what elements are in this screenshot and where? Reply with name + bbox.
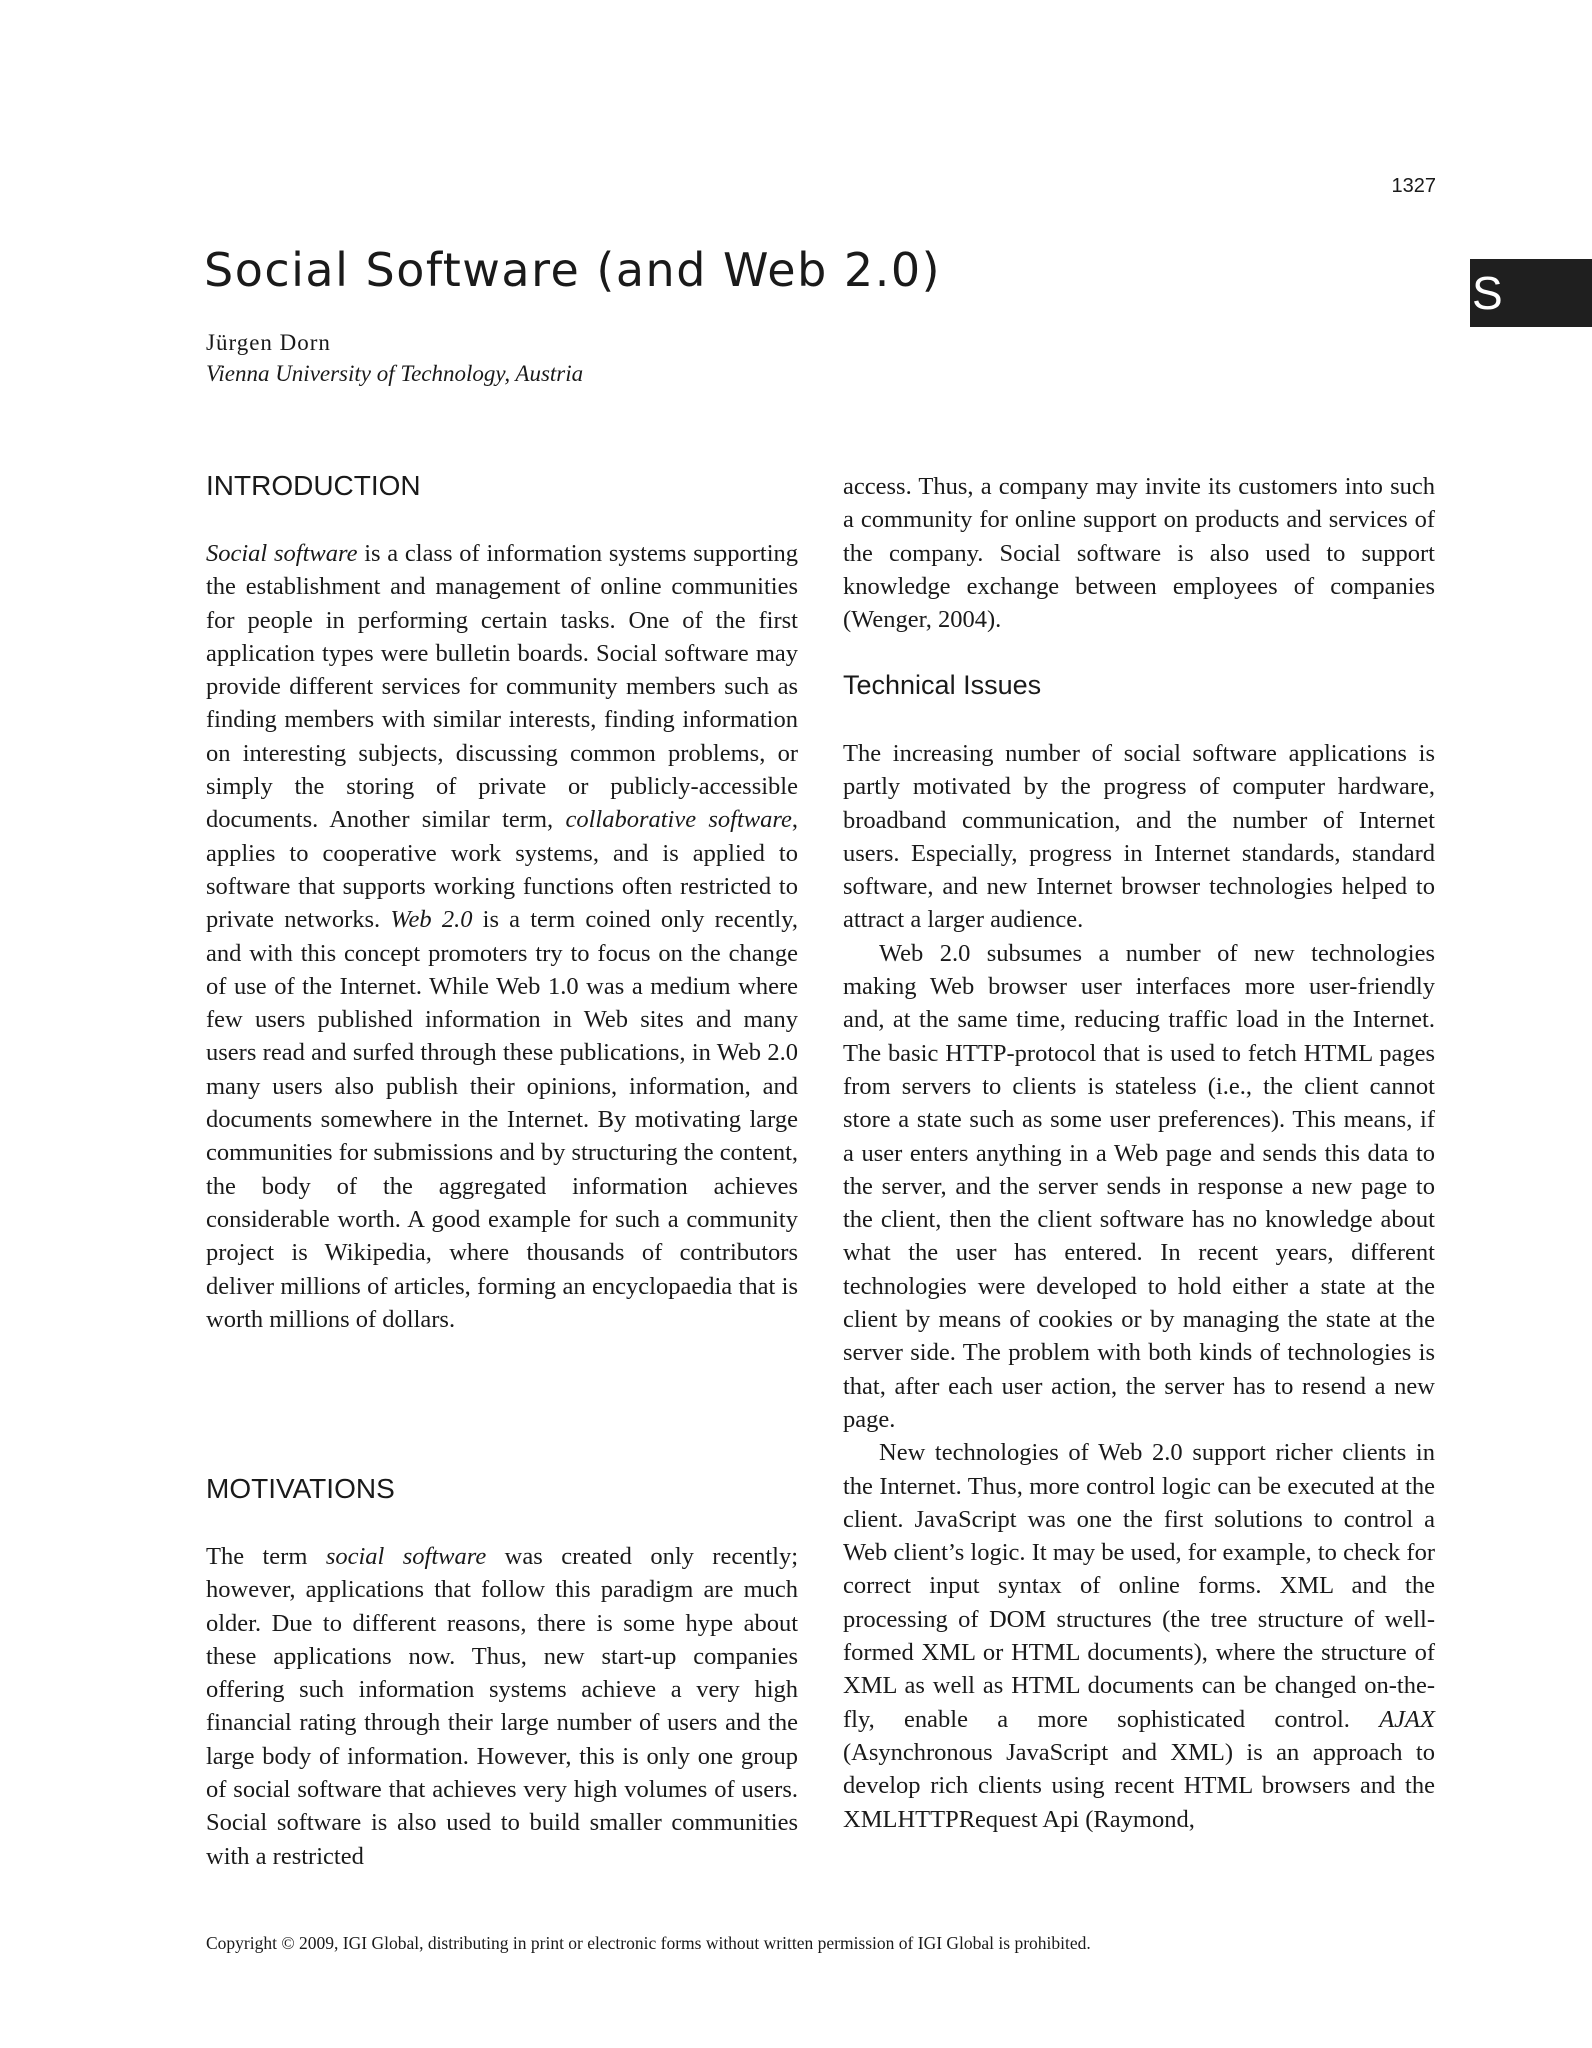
italic-term: AJAX xyxy=(1379,1705,1435,1733)
italic-term: Social software xyxy=(206,540,358,567)
motivations-body xyxy=(206,1540,798,1873)
italic-term: Web 2.0 xyxy=(390,906,473,934)
page-number: 1327 xyxy=(1391,175,1436,197)
motivations-paragraph: The term social software was created only recently; however, applications that follow this paradigm are much older. Due to different reasons, there is some hype about these applications now. Thus, new start-up companies offering such information systems achieve a very high financial rating through their large number of users and the large body of information. However, this is only one group of social software that achieves very high volumes of users. Social software is also used to build smaller communities with a restricted xyxy=(206,1543,798,1870)
technical-paragraph-2: Web 2.0 subsumes a number of new technologies making Web browser user interfaces more user-friendly and, at the same time, reducing traffic load in the Internet. The basic HTTP-protocol that is used to fetch HTML pages from servers to clients is stateless (i.e., the client cannot store a state such as some user preferences). This means, if a user enters anything in a Web page and sends this data to the server, and the server sends in response a new page to the client, then the client software has no knowledge about what the user has entered. In recent years, different technologies were developed to hold either a state at the client by means of cookies or by managing the state at the server side. The problem with both kinds of technologies is that, after each user action, the server has to resend a new page. xyxy=(843,939,1435,1433)
technical-paragraph-1: The increasing number of social software applications is partly motivated by the progress of computer hardware, broadband communication, and the number of Internet users. Especially, progress in Internet standards, standard software, and new Internet browser technologies helped to attract a larger audience. xyxy=(843,740,1435,934)
technical-issues-body xyxy=(843,737,1435,1836)
heading-technical-issues: Technical Issues xyxy=(843,670,1042,700)
motivations-paragraph-continued: access. Thus, a company may invite its customers into such a community for online support on products and services of the company. Social software is also used to support knowledge exchange between employees of companies (Wenger, 2004). xyxy=(843,473,1435,634)
heading-introduction: INTRODUCTION xyxy=(206,470,421,501)
motivations-continued xyxy=(843,470,1435,636)
copyright-footer: Copyright © 2009, IGI Global, distributing in print or electronic forms without written permission of IGI Global is prohibited. xyxy=(206,1933,1091,1953)
author-name: Jürgen Dorn xyxy=(206,330,331,355)
article-title: Social Software (and Web 2.0) xyxy=(204,243,942,297)
section-tab-letter: S xyxy=(1470,259,1592,327)
italic-term: social software xyxy=(325,1543,487,1570)
introduction-paragraph: Social software is a class of information systems supporting the establishment and management of online communities for people in performing certain tasks. One of the first application types were bulletin boards. Social software may provide different services for community members such as finding members with similar interests, finding information on interesting subjects, discussing common problems, or simply the storing of private or publicly-accessible documents. Another similar term, collaborative software, applies to cooperative work systems, and is applied to software that supports working functions often restricted to private networks. Web 2.0 is a term coined only recently, and with this concept promoters try to focus on the change of use of the Internet. While Web 1.0 was a medium where few users published information in Web sites and many users read and surfed through these publications, in Web 2.0 many users also publish their opinions, information, and documents somewhere in the Internet. By motivating large communities for submissions and by structuring the content, the body of the aggregated information achieves considerable worth. A good example for such a community project is Wikipedia, where thousands of contributors deliver millions of articles, forming an encyclopaedia that is worth millions of dollars. xyxy=(206,540,799,1333)
italic-term: collaborative software xyxy=(565,806,792,834)
technical-paragraph-3: New technologies of Web 2.0 support richer clients in the Internet. Thus, more control logic can be executed at the client. JavaScript was one the first solutions to control a Web client’s logic. It may be used, for example, to check for correct input syntax of online forms. XML and the processing of DOM structures (the tree structure of well-formed XML or HTML documents), where the structure of XML as well as HTML documents can be changed on-the-fly, enable a more sophisticated control. AJAX (Asynchronous JavaScript and XML) is an approach to develop rich clients using recent HTML browsers and the XMLHTTPRequest Api (Raymond, xyxy=(843,1439,1435,1833)
heading-motivations: MOTIVATIONS xyxy=(206,1473,395,1504)
author-affiliation: Vienna University of Technology, Austria xyxy=(206,361,584,386)
introduction-body xyxy=(206,537,798,1336)
